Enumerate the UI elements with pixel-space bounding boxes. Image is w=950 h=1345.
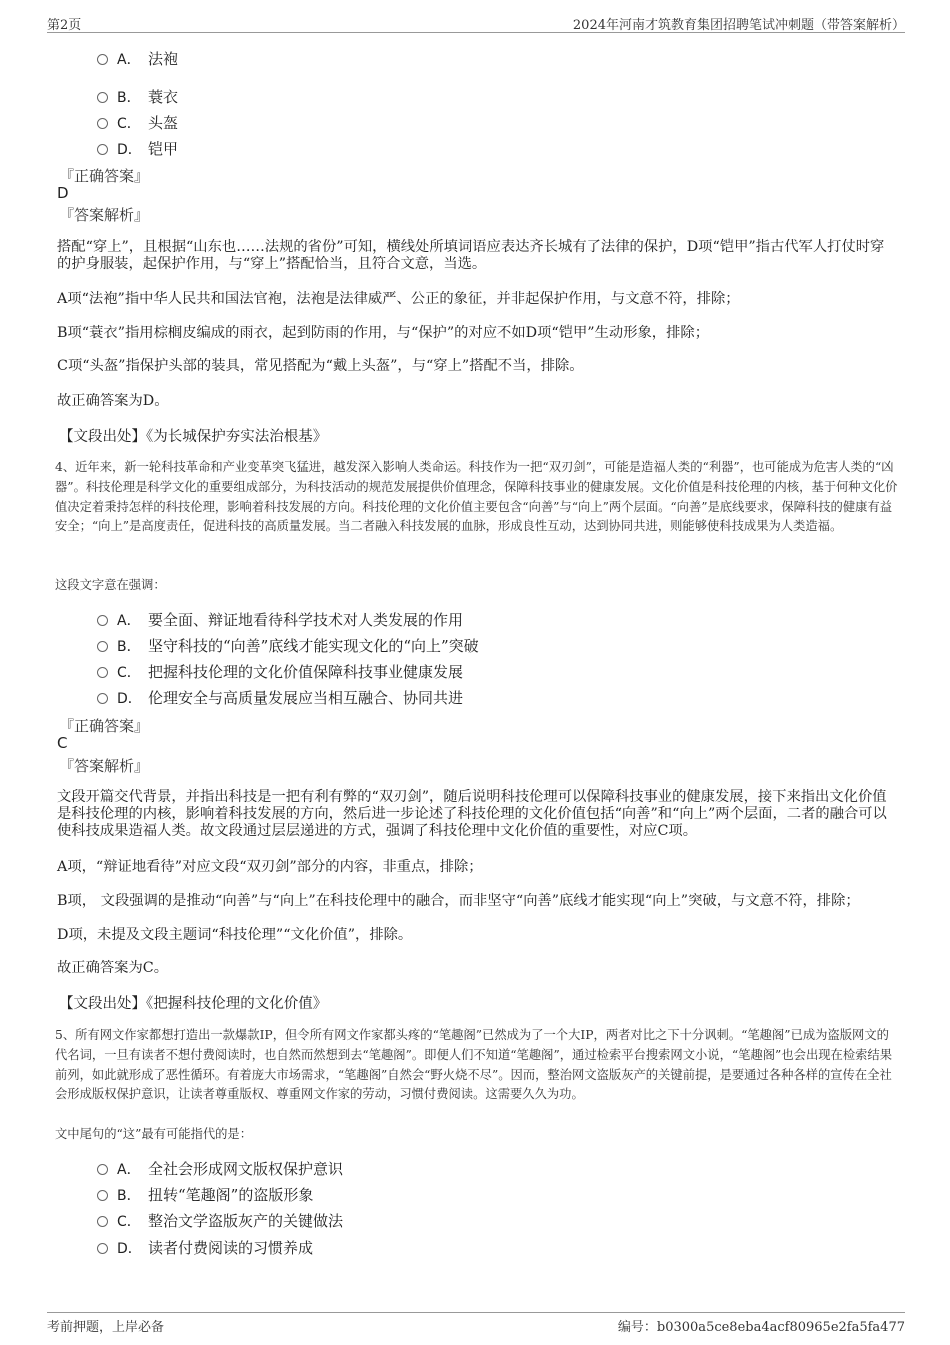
radio-icon[interactable] [97, 667, 108, 678]
q3-analysis-p3: B项“蓑衣”指用棕榈皮编成的雨衣，起到防雨的作用，与“保护”的对应不如D项“铠甲”生动形象，排除； [57, 325, 709, 341]
q4-analysis-p2: A项，“辩证地看待”对应文段“双刃剑”部分的内容，非重点，排除； [57, 859, 483, 875]
q5-text: 5、所有网文作家都想打造出一款爆款IP，但令所有网文作家都头疼的“笔趣阁”已然成为了一个大IP，两者对比之下十分讽刺。“笔趣阁”已成为盗版网文的代名词，一旦有读者不想付费阅读时，也自然而然想到去“笔趣阁”。即便人们不知道“笔趣阁”，通过检索平台搜索网文小说，“笔趣阁”也会出现在检索结果前列，如此就形成了恶性循环。有着庞大市场需求，“笔趣阁”自然会“野火烧不尽”。因而，整治网文盗版灰产的关键前提，是要通过各种各样的宣传在全社会形成版权保护意识，让读者尊重版权、尊重网文作家的劳动，习惯付费阅读。这需要久久为功。 [55, 1028, 893, 1102]
q3-option-c[interactable]: C． 头盔 [97, 112, 178, 133]
q3-analysis-p5: 故正确答案为D。 [57, 393, 169, 409]
q5-option-c[interactable]: C． 整治文学盗版灰产的关键做法 [97, 1210, 343, 1231]
q3-analysis-p4: C项“头盔”指保护头部的装具，常见搭配为“戴上头盔”，与“穿上”搭配不当，排除。 [57, 358, 584, 374]
document-title: 2024年河南才筑教育集团招聘笔试冲刺题（带答案解析） [572, 18, 905, 33]
q3-option-b[interactable]: B． 蓑衣 [97, 86, 178, 107]
page-footer [47, 1312, 905, 1334]
q4-answer-label: 『正确答案』 [59, 717, 150, 735]
q4-analysis-p5: 故正确答案为C。 [57, 960, 169, 976]
q5-option-b[interactable]: B． 扭转“笔趣阁”的盗版形象 [97, 1184, 313, 1205]
q4-analysis-p4: D项，未提及文段主题词“科技伦理”“文化价值”，排除。 [57, 927, 413, 943]
q3-answer-label: 『正确答案』 [59, 167, 150, 185]
q4-text: 4、近年来，新一轮科技革命和产业变革突飞猛进，越发深入影响人类命运。科技作为一把“双刃剑”，可能是造福人类的“利器”，也可能成为危害人类的“凶器”。科技伦理是科学文化的重要组成部分，为科技活动的规范发展提供价值理念，保障科技事业的健康发展。文化价值是科技伦理的内核，基于何种文化价值决定着秉持怎样的科技伦理，影响着科技发展的方向。科技伦理的文化价值主要包含“向善”与“向上”两个层面。“向善”是底线要求，保障科技的健康有益安全；“向上”是高度责任，促进科技的高质量发展。当二者融入科技发展的血脉，形成良性互动，达到协同共进，则能够使科技成果为人类造福。 [55, 460, 898, 534]
q4-analysis-p3: B项， 文段强调的是推动“向善”与“向上”在科技伦理中的融合，而非坚守“向善”底线才能实现“向上”突破，与文意不符，排除； [57, 893, 860, 909]
radio-icon[interactable] [97, 615, 108, 626]
radio-icon[interactable] [97, 118, 108, 129]
q4-option-b[interactable]: B． 坚守科技的“向善”底线才能实现文化的“向上”突破 [97, 635, 479, 656]
q4-answer: C [57, 734, 68, 752]
q4-option-c[interactable]: C． 把握科技伦理的文化价值保障科技事业健康发展 [97, 661, 463, 682]
radio-icon[interactable] [97, 1164, 108, 1175]
radio-icon[interactable] [97, 92, 108, 103]
radio-icon[interactable] [97, 54, 108, 65]
q3-answer: D [57, 184, 69, 202]
q3-option-a[interactable]: A． 法袍 [97, 48, 178, 69]
q3-analysis-label: 『答案解析』 [59, 206, 150, 224]
radio-icon[interactable] [97, 1216, 108, 1227]
page-number: 第2页 [47, 18, 82, 33]
q5-option-d[interactable]: D． 读者付费阅读的习惯养成 [97, 1237, 313, 1258]
q4-option-d[interactable]: D． 伦理安全与高质量发展应当相互融合、协同共进 [97, 687, 463, 708]
q5-stem: 文中尾句的“这”最有可能指代的是： [55, 1127, 253, 1141]
q5-option-a[interactable]: A． 全社会形成网文版权保护意识 [97, 1158, 343, 1179]
q4-option-a[interactable]: A． 要全面、辩证地看待科学技术对人类发展的作用 [97, 609, 463, 630]
q4-analysis-p1: 文段开篇交代背景，并指出科技是一把有利有弊的“双刃剑”，随后说明科技伦理可以保障科技事业的健康发展，接下来指出文化价值是科技伦理的内核，影响着科技发展的方向，然后进一步论述了科技伦理的文化价值包括“向善”和“向上”两个层面，二者的融合可以使科技成果造福人类。故文段通过层层递进的方式，强调了科技伦理中文化价值的重要性，对应C项。 [57, 789, 887, 839]
radio-icon[interactable] [97, 1190, 108, 1201]
q4-source: 【文段出处】《把握科技伦理的文化价值》 [59, 996, 328, 1012]
page-header [47, 14, 905, 33]
q4-analysis-label: 『答案解析』 [59, 757, 150, 775]
document-id: 编号：b0300a5ce8eba4acf80965e2fa5fa477 [617, 1320, 905, 1335]
q3-analysis-p1: 搭配“穿上”，且根据“山东也……法规的省份”可知，横线处所填词语应表达齐长城有了法律的保护，D项“铠甲”指古代军人打仗时穿的护身服装，起保护作用，与“穿上”搭配恰当，且符合文意，当选。 [57, 239, 885, 272]
q3-source: 【文段出处】《为长城保护夯实法治根基》 [59, 429, 328, 445]
radio-icon[interactable] [97, 144, 108, 155]
q3-option-d[interactable]: D． 铠甲 [97, 138, 178, 159]
radio-icon[interactable] [97, 1243, 108, 1254]
radio-icon[interactable] [97, 641, 108, 652]
q3-analysis-p2: A项“法袍”指中华人民共和国法官袍，法袍是法律威严、公正的象征，并非起保护作用，与文意不符，排除； [57, 291, 740, 307]
radio-icon[interactable] [97, 693, 108, 704]
q4-stem: 这段文字意在强调： [55, 578, 166, 592]
footer-slogan: 考前押题，上岸必备 [47, 1320, 165, 1335]
